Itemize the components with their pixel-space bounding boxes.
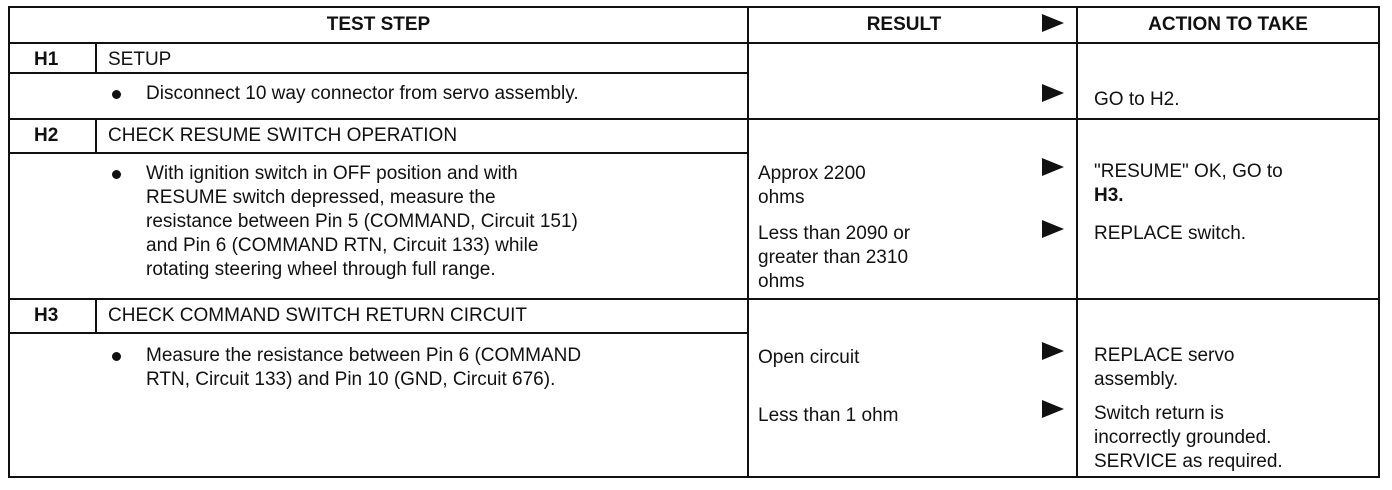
action-text: GO to H2. — [1094, 89, 1180, 110]
step-id: H3 — [34, 305, 59, 326]
arrow-icon — [1042, 158, 1064, 176]
action-text: REPLACE switch. — [1094, 223, 1247, 244]
divider — [10, 332, 747, 334]
step-instruction: Measure the resistance between Pin 6 (COMMAND — [146, 345, 582, 366]
test-step-table — [8, 6, 1380, 478]
result-text: greater than 2310 — [758, 247, 909, 268]
result-text: ohms — [758, 187, 805, 208]
action-text: Switch return is — [1094, 403, 1224, 424]
divider — [95, 44, 97, 72]
step-id: H1 — [34, 49, 59, 70]
result-text: Less than 1 ohm — [758, 405, 899, 426]
step-id: H2 — [34, 125, 59, 146]
step-instruction: resistance between Pin 5 (COMMAND, Circuit 151) — [146, 211, 578, 232]
step-title: SETUP — [108, 49, 172, 70]
action-text: "RESUME" OK, GO to — [1094, 161, 1283, 182]
arrow-icon — [1042, 342, 1064, 360]
bullet-icon — [112, 170, 121, 179]
arrow-icon — [1042, 84, 1064, 102]
step-instruction: With ignition switch in OFF position and with — [146, 163, 518, 184]
arrow-icon — [1042, 220, 1064, 238]
action-text: H3. — [1094, 185, 1124, 206]
action-text: assembly. — [1094, 369, 1179, 390]
divider — [10, 72, 747, 74]
result-text: Less than 2090 or — [758, 223, 911, 244]
step-instruction: rotating steering wheel through full range. — [146, 259, 496, 280]
arrow-icon — [1042, 14, 1064, 32]
divider — [10, 152, 747, 154]
arrow-icon — [1042, 400, 1064, 418]
result-text: Approx 2200 — [758, 163, 866, 184]
action-text: REPLACE servo — [1094, 345, 1235, 366]
step-title: CHECK RESUME SWITCH OPERATION — [108, 125, 458, 146]
action-text: incorrectly grounded. — [1094, 427, 1272, 448]
step-title: CHECK COMMAND SWITCH RETURN CIRCUIT — [108, 305, 528, 326]
step-instruction: RESUME switch depressed, measure the — [146, 187, 496, 208]
bullet-icon — [112, 90, 121, 99]
header-action: ACTION TO TAKE — [1148, 14, 1308, 35]
result-text: Open circuit — [758, 347, 860, 368]
result-text: ohms — [758, 271, 805, 292]
bullet-icon — [112, 352, 121, 361]
divider — [747, 8, 749, 476]
step-instruction: RTN, Circuit 133) and Pin 10 (GND, Circuit 676). — [146, 369, 556, 390]
divider — [10, 298, 1378, 300]
header-test-step: TEST STEP — [326, 14, 431, 35]
divider — [10, 42, 1378, 44]
action-text: SERVICE as required. — [1094, 451, 1283, 472]
divider — [10, 118, 1378, 120]
step-instruction: Disconnect 10 way connector from servo assembly. — [146, 83, 579, 104]
step-instruction: and Pin 6 (COMMAND RTN, Circuit 133) while — [146, 235, 539, 256]
header-result: RESULT — [866, 14, 942, 35]
divider — [95, 300, 97, 332]
divider — [95, 120, 97, 152]
divider — [1076, 8, 1078, 476]
